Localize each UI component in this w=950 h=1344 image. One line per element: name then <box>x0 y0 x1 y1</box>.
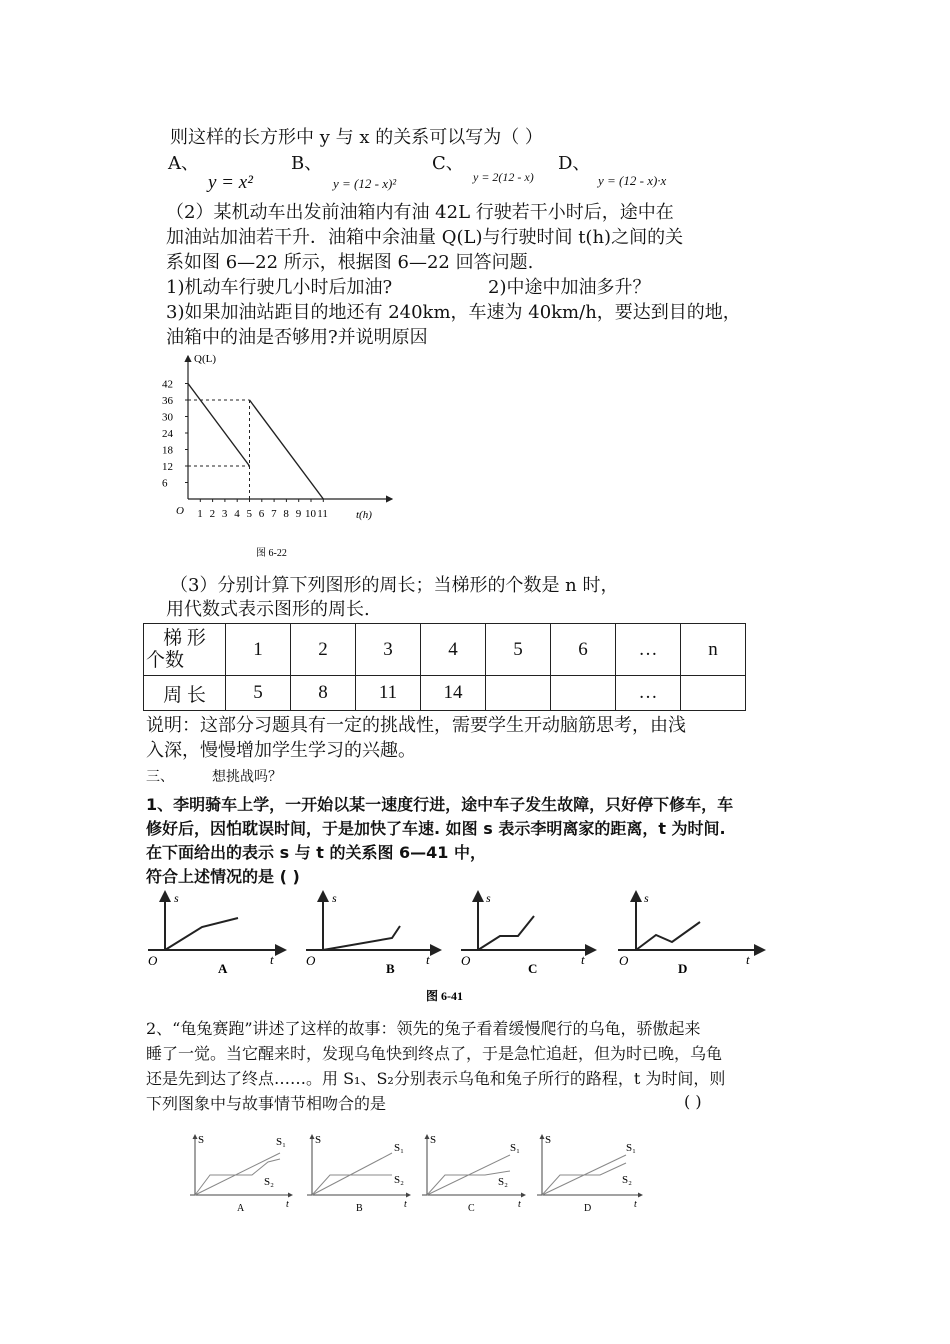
option-c-label: C、 <box>432 153 464 174</box>
curve-c <box>478 916 534 950</box>
graph-label-a: A <box>237 1203 245 1214</box>
s-label: S <box>315 1134 322 1146</box>
section-number: 三、 <box>146 769 174 785</box>
x-tick-label: 2 <box>209 508 216 520</box>
t-label: t <box>518 1199 521 1210</box>
fuel-segment-before-refuel <box>188 384 250 467</box>
y-tick-label: 18 <box>162 444 173 457</box>
option-d-label: D、 <box>558 153 591 174</box>
t-label: t <box>286 1199 289 1210</box>
s2-label: S₂ <box>622 1174 632 1186</box>
race-graph-b <box>307 1134 410 1214</box>
t-label: t <box>404 1199 407 1210</box>
s-label: s <box>486 891 491 905</box>
graph-d <box>618 891 764 976</box>
graph-a <box>148 891 285 976</box>
count-cell: 5 <box>486 624 551 676</box>
perimeter-cell <box>486 676 551 711</box>
perimeter-cell: 11 <box>356 676 421 711</box>
count-cell: n <box>681 624 746 676</box>
curve-b <box>323 926 400 950</box>
t-label: t <box>426 952 430 967</box>
graph-label-c: C <box>528 961 538 976</box>
s-label: S <box>430 1134 437 1146</box>
t-label: t <box>746 952 750 967</box>
s1-label: S₁ <box>626 1142 636 1154</box>
curve-s1 <box>195 1153 280 1195</box>
x-tick-label: 6 <box>258 508 265 520</box>
count-cell: 1 <box>226 624 291 676</box>
x-tick-label: 11 <box>317 508 328 520</box>
q2-line2: 加油站加油若干升．油箱中余油量 Q(L)与行驶时间 t(h)之间的关 <box>166 227 684 248</box>
p2-line2: 睡了一觉。当它醒来时，发现乌龟快到终点了，于是急忙追赶，但为时已晚，乌龟 <box>146 1044 723 1063</box>
origin-label: O <box>176 505 184 517</box>
row-header-perimeter: 周 长 <box>144 676 226 711</box>
option-d-formula: y = (12 - x)·x <box>598 173 667 188</box>
y-tick-label: 24 <box>162 428 173 440</box>
count-cell: … <box>616 624 681 676</box>
p1-line3: 在下面给出的表示 s 与 t 的关系图 6—41 中， <box>146 843 486 862</box>
origin-label: O <box>148 953 158 968</box>
x-tick-label: 1 <box>197 508 203 520</box>
row-header-count-b: 个数 <box>146 649 185 671</box>
t-label: t <box>634 1199 637 1210</box>
x-tick-label: 7 <box>271 508 277 520</box>
option-b-label: B、 <box>291 153 323 174</box>
graph-label-d: D <box>678 961 688 976</box>
option-a-formula: y = x² <box>208 172 253 193</box>
option-a-label: A、 <box>168 153 199 174</box>
perimeter-cell: 5 <box>226 676 291 711</box>
x-tick-label: 8 <box>283 508 289 520</box>
s2-label: S₂ <box>498 1176 508 1188</box>
race-graph-c <box>422 1134 525 1214</box>
s1-label: S₁ <box>394 1142 404 1154</box>
q2-sub3b: 油箱中的油是否够用?并说明原因 <box>166 327 428 348</box>
graph-c <box>461 891 595 976</box>
note-line2: 入深，慢慢增加学生学习的兴趣。 <box>146 740 416 761</box>
origin-label: O <box>461 953 471 968</box>
x-tick-label: 10 <box>305 508 316 520</box>
perimeter-cell: 8 <box>291 676 356 711</box>
p1-line1: 1、李明骑车上学，一开始以某一速度行进，途中车子发生故障，只好停下修车，车 <box>146 795 734 814</box>
curve-s1 <box>312 1153 392 1195</box>
y-tick-label: 42 <box>162 378 173 391</box>
note-line1: 说明：这部分习题具有一定的挑战性，需要学生开动脑筋思考，由浅 <box>146 715 686 736</box>
x-tick-label: 5 <box>246 508 252 520</box>
race-graph-a <box>190 1134 292 1214</box>
s-label: s <box>644 891 649 905</box>
s2-label: S₂ <box>394 1174 404 1186</box>
option-b-formula: y = (12 - x)² <box>333 176 397 191</box>
q2-line3: 系如图 6—22 所示，根据图 6—22 回答问题. <box>166 252 534 273</box>
figure-6-22 <box>160 348 410 563</box>
q2-sub2: 2)中途中加油多升？ <box>488 277 651 298</box>
p2-line3: 还是先到达了终点……。用 S₁、S₂分别表示乌龟和兔子所行的路程，t 为时间，则 <box>146 1069 726 1088</box>
p2-line4: 下列图象中与故事情节相吻合的是 <box>146 1094 387 1113</box>
count-cell: 6 <box>551 624 616 676</box>
y-tick-label: 12 <box>162 461 173 473</box>
figure-6-41 <box>140 880 780 1005</box>
graph-label-d: D <box>584 1203 592 1214</box>
count-cell: 2 <box>291 624 356 676</box>
p1-line2: 修好后，因怕耽误时间，于是加快了车速. 如图 s 表示李明离家的距离，t 为时间. <box>146 819 726 838</box>
graph-label-b: B <box>386 961 395 976</box>
graph-label-a: A <box>218 961 228 976</box>
curve-d <box>636 922 700 950</box>
t-label: t <box>581 952 585 967</box>
q2-sub3a: 3)如果加油站距目的地还有 240km，车速为 40km/h，要达到目的地， <box>166 302 741 323</box>
origin-label: O <box>306 953 316 968</box>
x-tick-label: 9 <box>295 508 302 520</box>
figure-caption: 图 6-41 <box>426 989 463 1003</box>
s1-label: S₁ <box>276 1136 286 1148</box>
x-tick-label: 4 <box>234 508 240 520</box>
y-tick-label: 30 <box>162 411 173 424</box>
y-tick-label: 6 <box>162 477 168 490</box>
graph-label-c: C <box>468 1203 475 1214</box>
race-graph-d <box>537 1134 642 1214</box>
perimeter-cell: 14 <box>421 676 486 711</box>
perimeter-cell <box>681 676 746 711</box>
count-cell: 3 <box>356 624 421 676</box>
option-c-formula: y = 2(12 - x) <box>473 170 534 184</box>
race-graphs <box>180 1125 680 1220</box>
q2-sub1: 1)机动车行驶几小时后加油? <box>166 277 393 298</box>
x-axis-label: t(h) <box>356 509 372 521</box>
row-header-count-a: 梯 形 <box>163 627 206 649</box>
y-axis-label: Q(L) <box>194 353 216 365</box>
x-tick-label: 3 <box>221 508 228 520</box>
q1-stem: 则这样的长方形中 y 与 x 的关系可以写为（ ） <box>170 127 543 148</box>
p2-line1: 2、“龟兔赛跑”讲述了这样的故事：领先的兔子看着缓慢爬行的乌龟，骄傲起来 <box>146 1019 701 1038</box>
curve-a <box>165 918 238 950</box>
perimeter-cell <box>551 676 616 711</box>
answer-bracket: ( ) <box>684 1092 702 1111</box>
t-label: t <box>270 952 274 967</box>
s-label: s <box>174 891 179 905</box>
p1-line4: 符合上述情况的是 ( ) <box>146 867 300 886</box>
curve-s2 <box>312 1175 392 1195</box>
s-label: S <box>198 1134 205 1146</box>
section-title: 想挑战吗？ <box>212 769 282 785</box>
curve-s2 <box>542 1163 626 1195</box>
perimeter-cell: … <box>616 676 681 711</box>
figure-caption: 图 6-22 <box>256 548 287 559</box>
graph-b <box>306 891 440 976</box>
fuel-segment-after-refuel <box>250 400 324 499</box>
row-header-count <box>144 624 226 676</box>
q3-line1: （3）分别计算下列图形的周长；当梯形的个数是 n 时， <box>170 575 619 596</box>
q3-line2: 用代数式表示图形的周长. <box>166 599 370 620</box>
q2-line1: （2）某机动车出发前油箱内有油 42L 行驶若干小时后，途中在 <box>166 202 674 223</box>
s1-label: S₁ <box>510 1142 520 1154</box>
graph-label-b: B <box>356 1203 363 1214</box>
s-label: S <box>545 1134 552 1146</box>
y-tick-label: 36 <box>162 395 173 407</box>
s-label: s <box>332 891 337 905</box>
s2-label: S₂ <box>264 1176 274 1188</box>
count-cell: 4 <box>421 624 486 676</box>
perimeter-table <box>143 623 746 711</box>
origin-label: O <box>619 953 629 968</box>
